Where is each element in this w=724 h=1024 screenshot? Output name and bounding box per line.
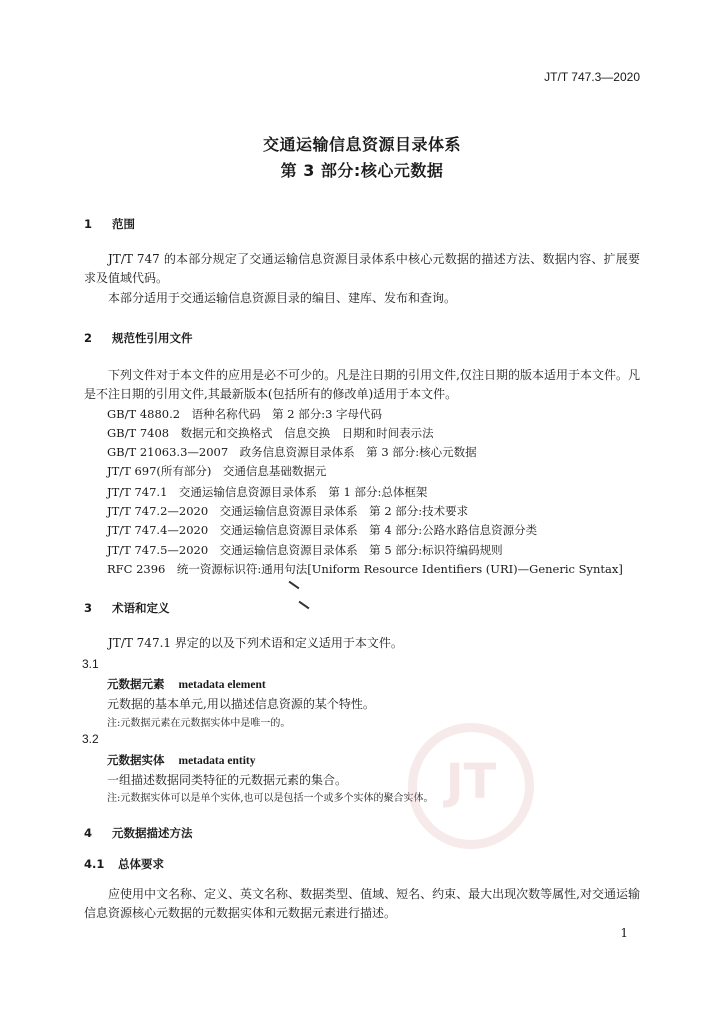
- normative-intro: 下列文件对于本文件的应用是必不可少的。凡是注日期的引用文件,仅注日期的版本适用于本文件。凡是不注日期的引用文件,其最新版本(包括所有的修改单)适用于本文件。: [84, 368, 640, 401]
- reference-item: JT/T 697(所有部分) 交通信息基础数据元: [107, 464, 327, 478]
- scope-paragraph-2: 本部分适用于交通运输信息资源目录的编目、建库、发布和查询。: [108, 291, 457, 305]
- document-title: 交通运输信息资源目录体系: [262, 135, 461, 154]
- reference-item: JT/T 747.5—2020 交通运输信息资源目录体系 第 5 部分:标识符编码规则: [107, 543, 503, 557]
- section-title: 规范性引用文件: [112, 331, 193, 345]
- term-heading: [107, 676, 266, 692]
- section-number: 4: [84, 826, 93, 840]
- section-heading-3: [84, 600, 170, 616]
- section-number: 2: [84, 331, 93, 345]
- term-chinese: 元数据实体: [107, 753, 165, 767]
- section-number: 3: [84, 601, 93, 615]
- terms-intro: JT/T 747.1 界定的以及下列术语和定义适用于本文件。: [108, 636, 403, 650]
- watermark-text: JT: [445, 754, 497, 810]
- section-title: 总体要求: [118, 857, 164, 871]
- term-heading: [107, 752, 255, 768]
- section-title: 术语和定义: [112, 601, 170, 615]
- term-note: 注:元数据元素在元数据实体中是唯一的。: [107, 718, 291, 729]
- document-subtitle: 第 3 部分:核心元数据: [280, 161, 444, 180]
- reference-item: GB/T 7408 数据元和交换格式 信息交换 日期和时间表示法: [107, 426, 434, 440]
- section-heading-4-1: [84, 856, 164, 872]
- document-code: JT/T 747.3—2020: [544, 70, 640, 84]
- term-definition: 元数据的基本单元,用以描述信息资源的某个特性。: [107, 697, 375, 711]
- section-number: 1: [84, 217, 93, 231]
- term-english: metadata entity: [178, 755, 256, 767]
- general-paragraph: 应使用中文名称、定义、英文名称、数据类型、值域、短名、约束、最大出现次数等属性,对交通运输信息资源核心元数据的元数据实体和元数据元素进行描述。: [84, 887, 640, 920]
- reference-item: JT/T 747.2—2020 交通运输信息资源目录体系 第 2 部分:技术要求: [107, 504, 469, 518]
- section-number: 4.1: [84, 857, 105, 871]
- scope-paragraph-1: JT/T 747 的本部分规定了交通运输信息资源目录体系中核心元数据的描述方法、数据内容、扩展要求及值域代码。: [84, 252, 640, 285]
- term-number: 3.1: [82, 657, 99, 671]
- reference-item: GB/T 21063.3—2007 政务信息资源目录体系 第 3 部分:核心元数据: [107, 445, 477, 459]
- section-title: 元数据描述方法: [112, 826, 193, 840]
- term-definition: 一组描述数据同类特征的元数据元素的集合。: [107, 773, 348, 787]
- term-chinese: 元数据元素: [107, 677, 165, 691]
- section-heading-4: [84, 825, 193, 841]
- scan-mark: [299, 601, 310, 610]
- page-number: 1: [620, 926, 628, 940]
- term-english: metadata element: [178, 679, 266, 691]
- term-number: 3.2: [82, 732, 99, 746]
- section-title: 范围: [112, 217, 135, 231]
- section-heading-2: [84, 330, 193, 346]
- reference-item: JT/T 747.1 交通运输信息资源目录体系 第 1 部分:总体框架: [107, 485, 428, 499]
- jt-watermark-logo: [408, 723, 534, 849]
- reference-item: JT/T 747.4—2020 交通运输信息资源目录体系 第 4 部分:公路水路信息资源分类: [107, 523, 538, 537]
- reference-item: GB/T 4880.2 语种名称代码 第 2 部分:3 字母代码: [107, 407, 383, 421]
- reference-item: RFC 2396 统一资源标识符:通用句法[Uniform Resource Identifiers (URI)—Generic Syntax]: [107, 562, 623, 576]
- scan-mark: [289, 581, 300, 590]
- term-note: 注:元数据实体可以是单个实体,也可以是包括一个或多个实体的聚合实体。: [107, 793, 434, 804]
- section-heading-1: [84, 216, 135, 232]
